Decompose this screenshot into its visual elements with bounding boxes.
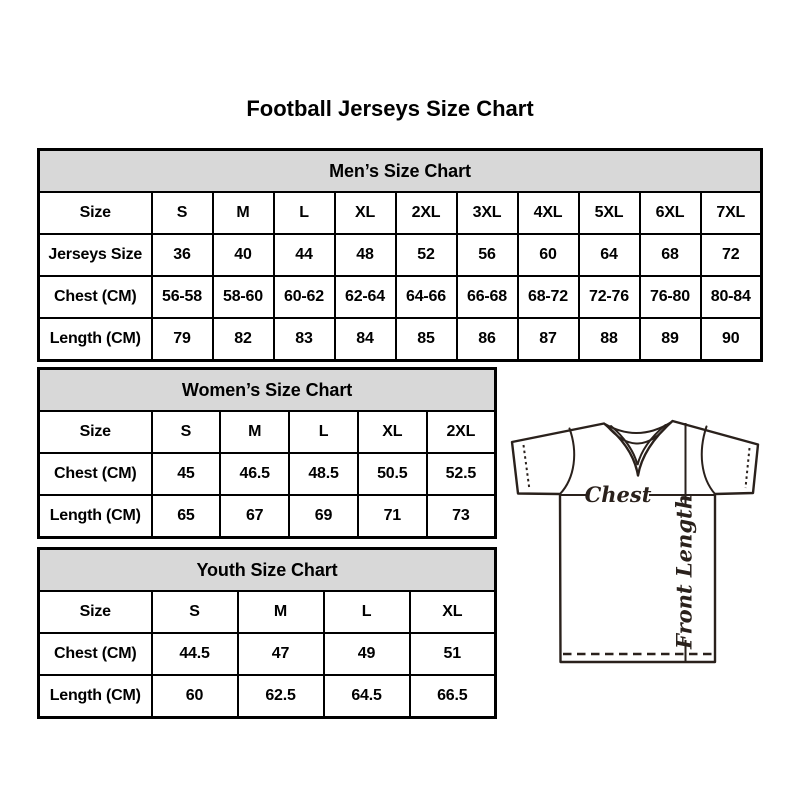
table-cell: 6XL: [640, 192, 701, 234]
table-cell: 44.5: [152, 633, 238, 675]
table-cell: 87: [518, 318, 579, 361]
table-row: [39, 276, 762, 318]
table-cell: 62.5: [238, 675, 324, 718]
table-title: Youth Size Chart: [39, 549, 496, 592]
table-cell: S: [152, 591, 238, 633]
table-cell: 68: [640, 234, 701, 276]
table-row: [39, 633, 496, 675]
table-cell: 90: [701, 318, 762, 361]
table-cell: 66-68: [457, 276, 518, 318]
row-label-cell: Chest (CM): [39, 276, 152, 318]
front-length-label: Front Length: [671, 494, 697, 649]
youth-size-table: [37, 547, 497, 719]
row-label-cell: Size: [39, 192, 152, 234]
table-cell: S: [152, 411, 221, 453]
table-cell: S: [152, 192, 213, 234]
row-label-cell: Length (CM): [39, 495, 152, 538]
chest-label: Chest: [584, 482, 652, 507]
table-cell: 66.5: [410, 675, 496, 718]
table-cell: 46.5: [220, 453, 289, 495]
table-cell: 72: [701, 234, 762, 276]
table-header-row: [39, 369, 496, 412]
table-cell: 52.5: [427, 453, 496, 495]
table-cell: 79: [152, 318, 213, 361]
table-cell: L: [289, 411, 358, 453]
row-label-cell: Size: [39, 591, 152, 633]
table-cell: 69: [289, 495, 358, 538]
table-cell: 85: [396, 318, 457, 361]
table-cell: XL: [335, 192, 396, 234]
table-cell: 71: [358, 495, 427, 538]
table-cell: 82: [213, 318, 274, 361]
table-cell: L: [274, 192, 335, 234]
table-cell: 52: [396, 234, 457, 276]
table-cell: 36: [152, 234, 213, 276]
table-cell: 86: [457, 318, 518, 361]
table-cell: 49: [324, 633, 410, 675]
table-cell: 44: [274, 234, 335, 276]
table-row: [39, 675, 496, 718]
table-cell: 67: [220, 495, 289, 538]
row-label-cell: Chest (CM): [39, 453, 152, 495]
table-header-row: [39, 150, 762, 193]
table-cell: 2XL: [427, 411, 496, 453]
table-cell: 89: [640, 318, 701, 361]
table-cell: 40: [213, 234, 274, 276]
table-row: [39, 192, 762, 234]
table-row: [39, 453, 496, 495]
table-cell: XL: [358, 411, 427, 453]
row-label-cell: Size: [39, 411, 152, 453]
table-cell: 48.5: [289, 453, 358, 495]
table-cell: 60: [152, 675, 238, 718]
table-row: [39, 591, 496, 633]
table-cell: 64: [579, 234, 640, 276]
table-cell: 50.5: [358, 453, 427, 495]
table-cell: 47: [238, 633, 324, 675]
table-cell: 60-62: [274, 276, 335, 318]
table-cell: 73: [427, 495, 496, 538]
row-label-cell: Chest (CM): [39, 633, 152, 675]
table-cell: 84: [335, 318, 396, 361]
table-cell: 4XL: [518, 192, 579, 234]
table-cell: XL: [410, 591, 496, 633]
table-cell: L: [324, 591, 410, 633]
table-cell: 56-58: [152, 276, 213, 318]
table-cell: 64-66: [396, 276, 457, 318]
table-cell: 64.5: [324, 675, 410, 718]
table-row: [39, 234, 762, 276]
table-cell: 56: [457, 234, 518, 276]
table-cell: 83: [274, 318, 335, 361]
table-cell: 88: [579, 318, 640, 361]
table-cell: 65: [152, 495, 221, 538]
table-cell: 2XL: [396, 192, 457, 234]
row-label-cell: Length (CM): [39, 675, 152, 718]
table-header-row: [39, 549, 496, 592]
table-cell: 76-80: [640, 276, 701, 318]
table-cell: 48: [335, 234, 396, 276]
table-row: [39, 318, 762, 361]
table-cell: 72-76: [579, 276, 640, 318]
table-cell: 80-84: [701, 276, 762, 318]
table-cell: 5XL: [579, 192, 640, 234]
table-cell: 7XL: [701, 192, 762, 234]
womens-size-table: [37, 367, 497, 539]
table-title: Women’s Size Chart: [39, 369, 496, 412]
table-row: [39, 411, 496, 453]
row-label-cell: Length (CM): [39, 318, 152, 361]
table-cell: 51: [410, 633, 496, 675]
table-cell: M: [213, 192, 274, 234]
table-cell: 60: [518, 234, 579, 276]
table-cell: 58-60: [213, 276, 274, 318]
table-cell: 68-72: [518, 276, 579, 318]
table-cell: 45: [152, 453, 221, 495]
row-label-cell: Jerseys Size: [39, 234, 152, 276]
jersey-diagram: [500, 408, 776, 672]
table-cell: M: [238, 591, 324, 633]
table-cell: 3XL: [457, 192, 518, 234]
page-title: Football Jerseys Size Chart: [246, 96, 534, 121]
table-row: [39, 495, 496, 538]
table-title: Men’s Size Chart: [39, 150, 762, 193]
mens-size-table: [37, 148, 763, 362]
table-cell: 62-64: [335, 276, 396, 318]
table-cell: M: [220, 411, 289, 453]
